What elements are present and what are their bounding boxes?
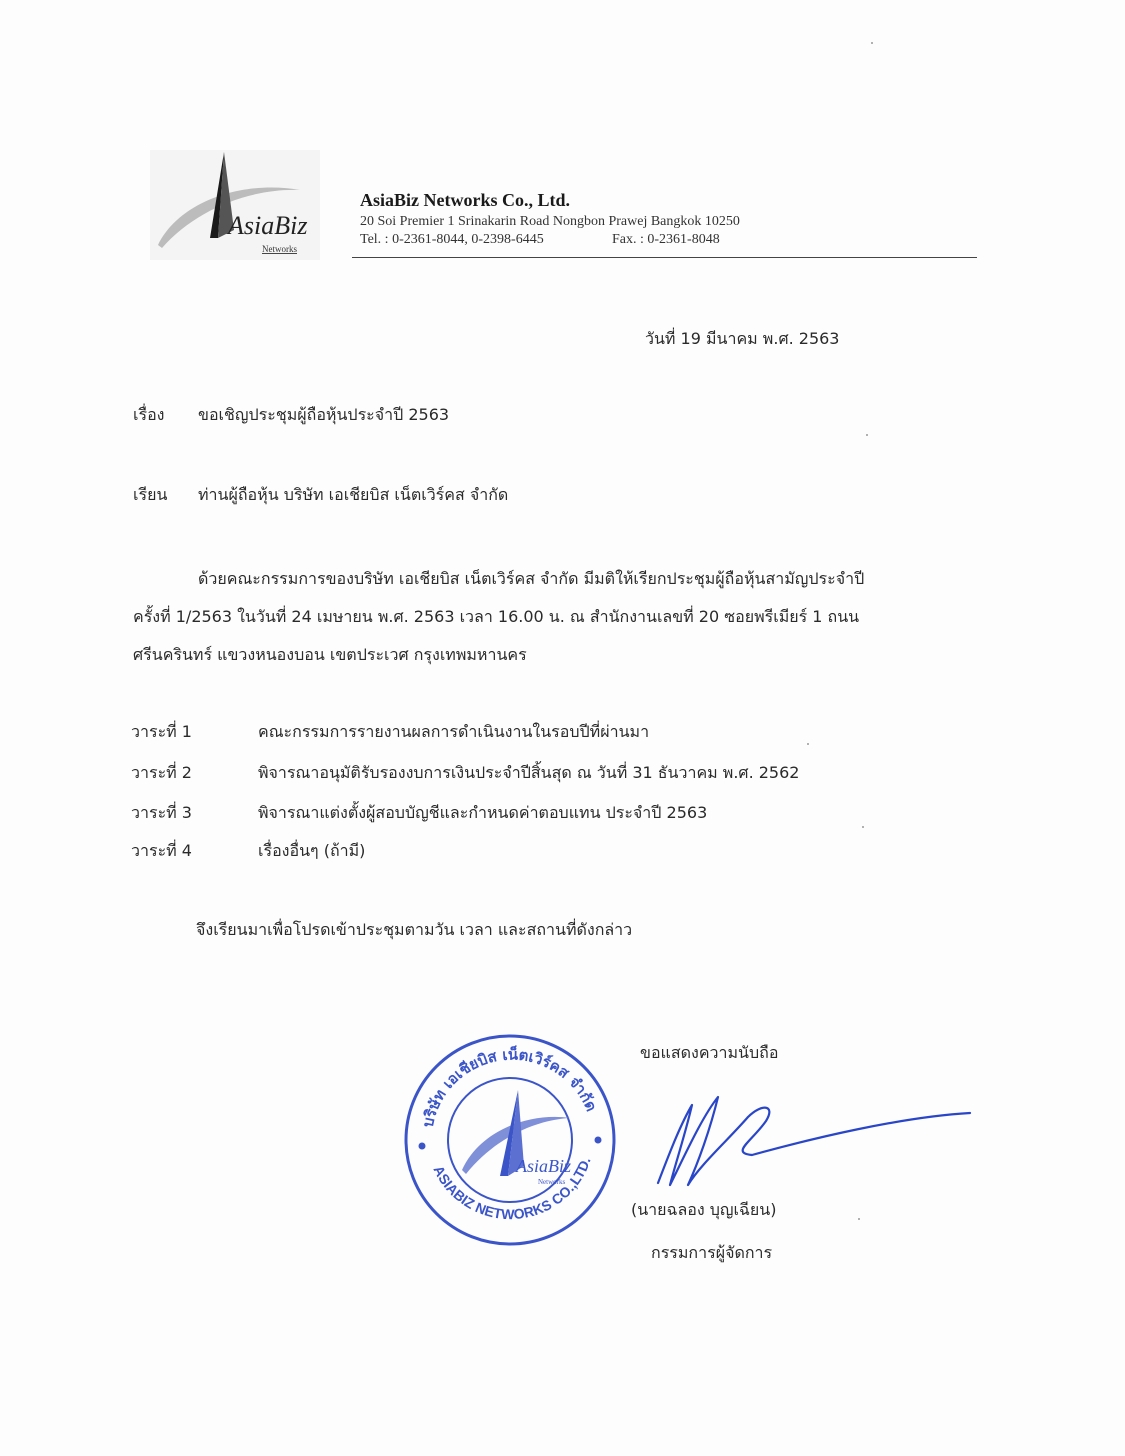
scan-speck — [858, 1218, 860, 1220]
agenda-text: คณะกรรมการรายงานผลการดำเนินงานในรอบปีที่ผ่านมา — [258, 722, 650, 741]
seal-bottom-text: ASIABIZ NETWORKS CO.,LTD. — [430, 1155, 594, 1223]
body-paragraph-line: ศรีนครินทร์ แขวงหนองบอน เขตประเวศ กรุงเทพมหานคร — [133, 645, 527, 664]
company-seal — [400, 1030, 620, 1250]
scan-speck — [807, 743, 809, 745]
company-fax: Fax. : 0-2361-8048 — [612, 232, 720, 247]
recipient-label: เรียน — [133, 485, 168, 504]
company-address: 20 Soi Premier 1 Srinakarin Road Nongbon Prawej Bangkok 10250 — [360, 214, 740, 229]
agenda-label: วาระที่ 1 — [131, 722, 192, 741]
recipient-text: ท่านผู้ถือหุ้น บริษัท เอเชียบิส เน็ตเวิร์คส จำกัด — [198, 485, 509, 504]
signature — [640, 1085, 980, 1195]
seal-top-text: บริษัท เอเชียบิส เน็ตเวิร์คส จำกัด — [418, 1045, 601, 1129]
scan-speck — [871, 42, 873, 44]
agenda-text: พิจารณาแต่งตั้งผู้สอบบัญชีและกำหนดค่าตอบแทน ประจำปี 2563 — [258, 803, 708, 822]
agenda-label: วาระที่ 3 — [131, 803, 192, 822]
scan-speck — [862, 826, 864, 828]
agenda-text: พิจารณาอนุมัติรับรองงบการเงินประจำปีสิ้นสุด ณ วันที่ 31 ธันวาคม พ.ศ. 2562 — [258, 763, 800, 782]
signer-name: (นายฉลอง บุญเฉียน) — [631, 1200, 777, 1219]
company-name: AsiaBiz Networks Co., Ltd. — [360, 190, 570, 210]
letterhead-divider — [352, 257, 977, 258]
logo-name: AsiaBiz — [228, 211, 308, 240]
logo-sub: Networks — [262, 244, 297, 254]
agenda-label: วาระที่ 4 — [131, 841, 192, 860]
agenda-label: วาระที่ 2 — [131, 763, 192, 782]
subject-text: ขอเชิญประชุมผู้ถือหุ้นประจำปี 2563 — [198, 405, 450, 424]
body-paragraph-line: ด้วยคณะกรรมการของบริษัท เอเชียบิส เน็ตเวิร์คส จำกัด มีมติให้เรียกประชุมผู้ถือหุ้นสามัญประจำปี — [198, 569, 865, 588]
company-phone: Tel. : 0-2361-8044, 0-2398-6445 — [360, 232, 544, 247]
agenda-text: เรื่องอื่นๆ (ถ้ามี) — [258, 841, 366, 860]
closing-text: จึงเรียนมาเพื่อโปรดเข้าประชุมตามวัน เวลา และสถานที่ดังกล่าว — [196, 920, 633, 939]
scan-speck — [866, 434, 868, 436]
letter-date: วันที่ 19 มีนาคม พ.ศ. 2563 — [645, 329, 840, 348]
company-logo — [150, 150, 320, 260]
subject-label: เรื่อง — [133, 405, 165, 424]
seal-logo-sub: Networks — [538, 1178, 566, 1186]
seal-logo-name: AsiaBiz — [516, 1156, 572, 1176]
body-paragraph-line: ครั้งที่ 1/2563 ในวันที่ 24 เมษายน พ.ศ. 2563 เวลา 16.00 น. ณ สำนักงานเลขที่ 20 ซอยพรีเมียร์ 1 ถนน — [133, 607, 860, 626]
signer-title: กรรมการผู้จัดการ — [651, 1243, 773, 1262]
regards-text: ขอแสดงความนับถือ — [640, 1043, 779, 1062]
